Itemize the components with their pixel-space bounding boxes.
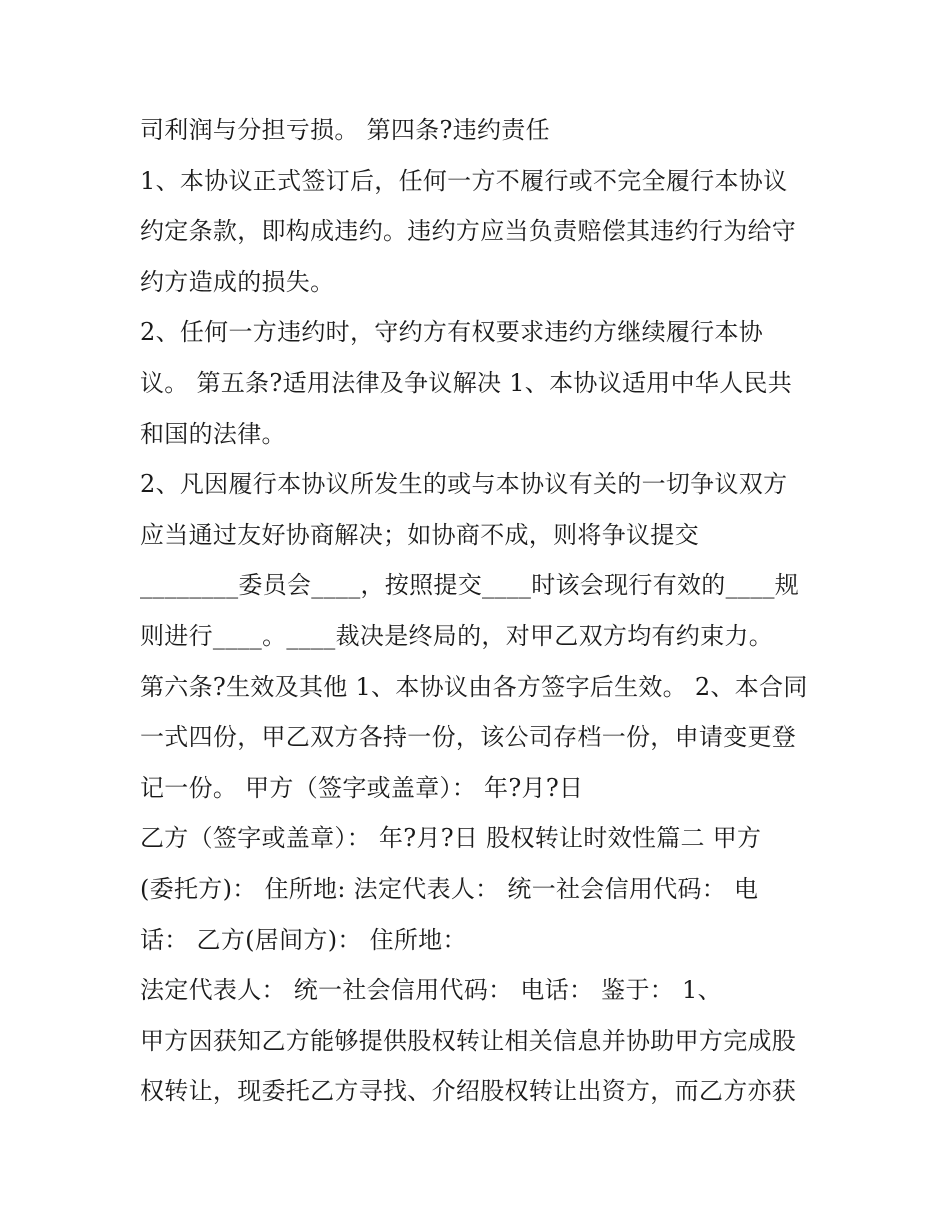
text-line: ________委员会____，按照提交____时该会现行有效的____规 (140, 571, 800, 600)
text-line: 2、任何一方违约时，守约方有权要求违约方继续履行本协 (140, 318, 764, 347)
text-line: 约方造成的损失。 (140, 267, 335, 296)
text-line: 法定代表人： 统一社会信用代码： 电话： 鉴于： 1、 (140, 976, 722, 1005)
text-line: 甲方因获知乙方能够提供股权转让相关信息并协助甲方完成股 (140, 1026, 797, 1055)
text-line: 则进行____。____裁决是终局的，对甲乙双方均有约束力。 (140, 621, 773, 650)
text-line: 权转让，现委托乙方寻找、介绍股权转让出资方，而乙方亦获 (140, 1077, 797, 1106)
text-line: 和国的法律。 (140, 419, 286, 448)
text-line: 议。 第五条?适用法律及争议解决 1、本协议适用中华人民共 (140, 368, 793, 397)
text-line: 1、本协议正式签订后，任何一方不履行或不完全履行本协议 (140, 166, 788, 195)
text-line: 约定条款，即构成违约。违约方应当负责赔偿其违约行为给守 (140, 217, 797, 246)
text-line: 司利润与分担亏损。 第四条?违约责任 (140, 116, 550, 144)
text-line: 一式四份，甲乙双方各持一份，该公司存档一份，申请变更登 (140, 723, 797, 752)
text-line: 第六条?生效及其他 1、本协议由各方签字后生效。 2、本合同 (140, 672, 808, 701)
text-line: (委托方)： 住所地: 法定代表人： 统一社会信用代码： 电 (140, 874, 759, 903)
text-line: 2、凡因履行本协议所发生的或与本协议有关的一切争议双方 (140, 470, 788, 499)
text-line: 记一份。 甲方（签字或盖章）： 年?月?日 (140, 773, 584, 802)
text-line: 应当通过友好协商解决；如协商不成，则将争议提交 (140, 520, 699, 549)
document-page (140, 105, 840, 1117)
text-line: 话： 乙方(居间方)： 住所地： (140, 925, 467, 954)
text-line: 乙方（签字或盖章）： 年?月?日 股权转让时效性篇二 甲方 (140, 824, 762, 853)
